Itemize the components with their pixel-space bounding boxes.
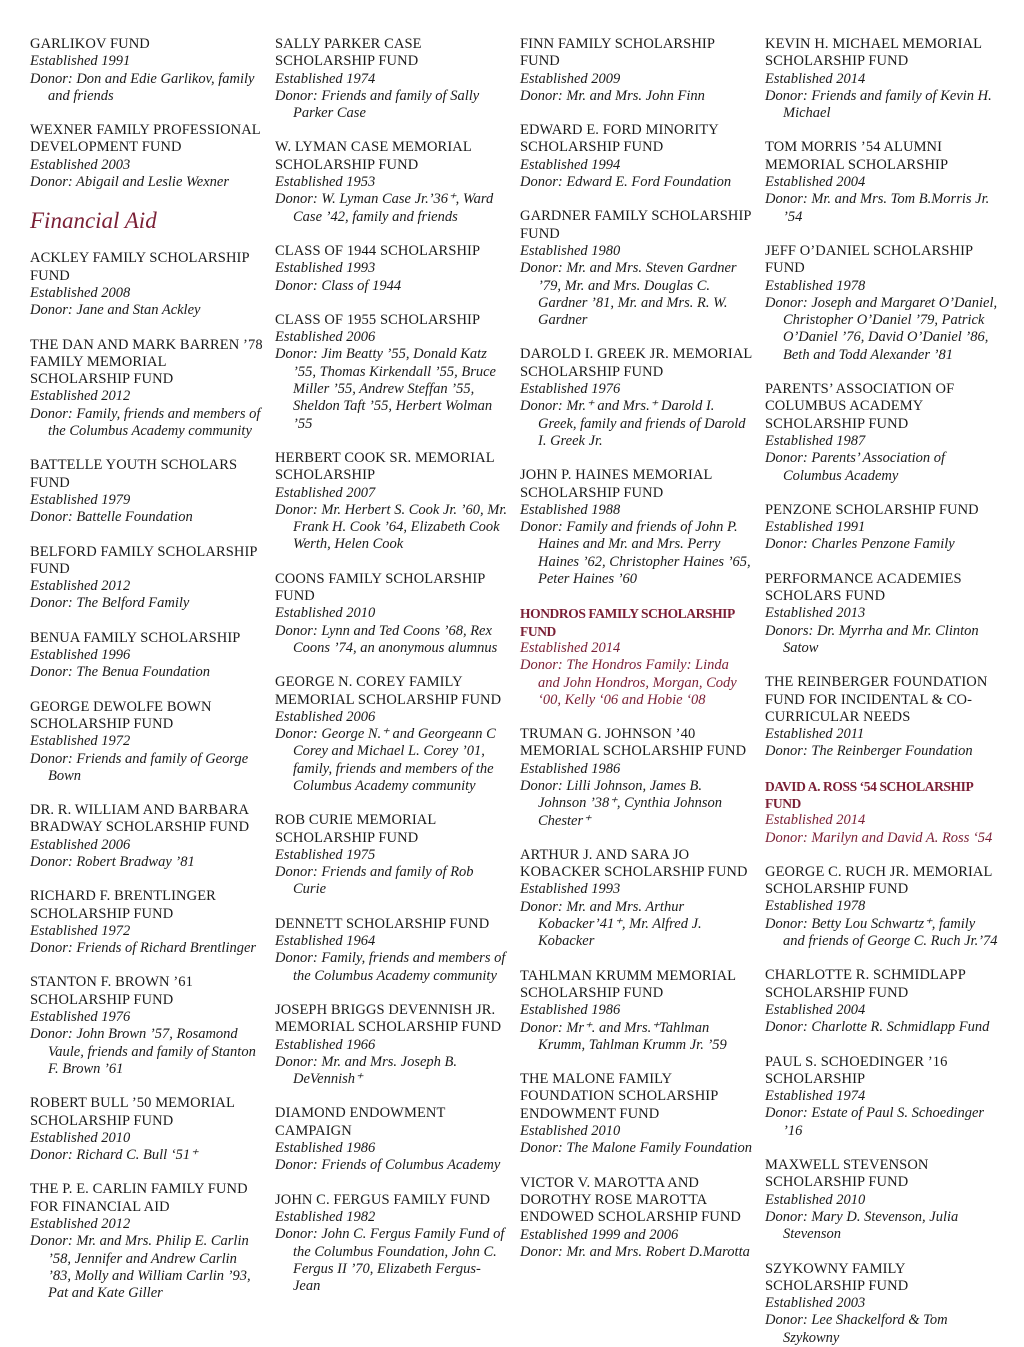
fund-title: CLASS OF 1944 SCHOLARSHIP (275, 242, 481, 259)
fund-entry (520, 467, 753, 588)
fund-entry (520, 847, 753, 951)
fund-established: Established 1976 (520, 381, 621, 398)
fund-title: THE P. E. CARLIN FAMILY FUND FOR FINANCIAL AID (30, 1181, 248, 1215)
fund-donor: Donor: Class of 1944 (275, 277, 402, 294)
fund-title: THE DAN AND MARK BARREN ’78 FAMILY MEMORIAL SCHOLARSHIP FUND (30, 336, 263, 388)
fund-title: VICTOR V. MAROTTA AND DOROTHY ROSE MAROTTA ENDOWED SCHOLARSHIP FUND (520, 1174, 741, 1226)
fund-entry (275, 243, 508, 295)
fund-donor: Donor: George N.⁺ and Georgeann C Corey and Michael L. Corey ’01, family, friends and members of the Columbus Academy community (275, 726, 496, 794)
fund-title: GARLIKOV FUND (30, 36, 150, 52)
fund-entry (275, 312, 508, 433)
fund-donor: Donor: Jim Beatty ’55, Donald Katz ’55, Thomas Kirkendall ’55, Bruce Miller ’55, Andrew Steffan ’55, Sheldon Taft ’55, Herbert Wolman ’55 (275, 346, 496, 432)
fund-established: Established 2012 (30, 1216, 131, 1233)
fund-established: Established 1966 (275, 1036, 376, 1053)
section-heading: Financial Aid (30, 208, 157, 234)
fund-established: Established 2014 (765, 70, 866, 87)
fund-entry (30, 1181, 263, 1302)
fund-title: RICHARD F. BRENTLINGER SCHOLARSHIP FUND (30, 888, 216, 922)
fund-established: Established 1986 (275, 1140, 376, 1157)
column-1 (30, 36, 275, 1316)
fund-established: Established 1972 (30, 733, 131, 750)
fund-entry (520, 605, 753, 709)
fund-donor: Donor: Richard C. Bull ‘51⁺ (30, 1147, 198, 1164)
fund-entry (30, 1095, 263, 1164)
fund-title: EDWARD E. FORD MINORITY SCHOLARSHIP FUND (520, 122, 719, 156)
fund-title: TRUMAN G. JOHNSON ’40 MEMORIAL SCHOLARSHIP FUND (520, 726, 747, 760)
fund-donor: Donor: Mr. and Mrs. John Finn (520, 87, 705, 104)
fund-entry (520, 122, 753, 191)
fund-title: W. LYMAN CASE MEMORIAL SCHOLARSHIP FUND (275, 139, 472, 173)
fund-established: Established 1976 (30, 1009, 131, 1026)
fund-entry (275, 1002, 508, 1088)
fund-established: Established 1975 (275, 846, 376, 863)
fund-donor: Donor: Family and friends of John P. Haines and Mr. and Mrs. Perry Haines ’62, Christopher Haines ’65, Peter Haines ’60 (520, 519, 751, 588)
fund-entry (275, 450, 508, 554)
fund-entry (765, 139, 998, 225)
fund-entry (30, 888, 263, 957)
fund-title: CHARLOTTE R. SCHMIDLAPP SCHOLARSHIP FUND (765, 967, 966, 1001)
fund-established: Established 2006 (275, 329, 376, 346)
fund-title: PARENTS’ ASSOCIATION OF COLUMBUS ACADEMY SCHOLARSHIP FUND (765, 381, 955, 432)
fund-established: Established 1978 (765, 277, 866, 294)
fund-entry (765, 571, 998, 657)
fund-title: KEVIN H. MICHAEL MEMORIAL SCHOLARSHIP FUND (765, 36, 982, 70)
fund-listing-page (30, 36, 1010, 1346)
fund-established: Established 2007 (275, 484, 376, 501)
fund-title: TOM MORRIS ’54 ALUMNI MEMORIAL SCHOLARSHIP (765, 139, 949, 173)
fund-donor: Donor: Edward E. Ford Foundation (520, 174, 732, 191)
fund-established: Established 1979 (30, 491, 131, 508)
fund-title: HONDROS FAMILY SCHOLARSHIP FUND (520, 606, 735, 639)
fund-entry (275, 36, 508, 122)
fund-established: Established 1974 (275, 70, 376, 87)
fund-established: Established 1964 (275, 933, 376, 950)
fund-title: DENNETT SCHOLARSHIP FUND (275, 915, 490, 932)
fund-title: JOSEPH BRIGGS DEVENNISH JR. MEMORIAL SCHOLARSHIP FUND (275, 1001, 502, 1036)
fund-established: Established 1978 (765, 898, 866, 915)
fund-established: Established 1986 (520, 1002, 621, 1019)
fund-established: Established 2013 (765, 605, 866, 622)
fund-donor: Donor: Family, friends and members of the Columbus Academy community (30, 405, 261, 440)
fund-donor: Donor: Friends and family of Rob Curie (275, 864, 474, 898)
fund-donor: Donor: The Belford Family (30, 595, 190, 612)
fund-entry (30, 630, 263, 682)
fund-title: THE REINBERGER FOUNDATION FUND FOR INCIDENTAL & CO-CURRICULAR NEEDS (765, 674, 988, 725)
fund-title: GEORGE N. COREY FAMILY MEMORIAL SCHOLARSHIP FUND (275, 674, 502, 708)
fund-title: FINN FAMILY SCHOLARSHIP FUND (520, 36, 715, 70)
fund-donor: Donor: Mr. and Mrs. Robert D.Marotta (520, 1243, 750, 1260)
fund-title: BENUA FAMILY SCHOLARSHIP (30, 629, 241, 646)
fund-donor: Donor: Lilli Johnson, James B. Johnson ’38⁺, Cynthia Johnson Chester⁺ (520, 777, 723, 829)
fund-title: SALLY PARKER CASE SCHOLARSHIP FUND (275, 36, 422, 70)
fund-entry (765, 864, 998, 950)
fund-entry (765, 1261, 998, 1347)
fund-established: Established 2003 (765, 1295, 866, 1312)
fund-established: Established 1994 (520, 156, 621, 173)
fund-title: GEORGE C. RUCH JR. MEMORIAL SCHOLARSHIP FUND (765, 863, 992, 898)
fund-established: Established 2014 (520, 639, 621, 656)
fund-donor: Donor: Betty Lou Schwartz⁺, family and friends of George C. Ruch Jr.’74 (765, 915, 998, 950)
fund-established: Established 2006 (275, 708, 376, 725)
fund-entry (765, 674, 998, 760)
fund-donor: Donor: Mr. and Mrs. Tom B.Morris Jr. ’54 (765, 191, 990, 225)
fund-donor: Donor: Mr. Herbert S. Cook Jr. ’60, Mr. Frank H. Cook ’64, Elizabeth Cook Werth, Helen Cook (275, 501, 507, 553)
fund-title: ACKLEY FAMILY SCHOLARSHIP FUND (30, 250, 250, 284)
fund-entry (520, 346, 753, 450)
fund-established: Established 2012 (30, 578, 131, 595)
fund-title: BELFORD FAMILY SCHOLARSHIP FUND (30, 543, 258, 577)
fund-donor: Donor: Friends of Columbus Academy (275, 1157, 501, 1174)
fund-donor: Donor: Friends of Richard Brentlinger (30, 940, 257, 957)
fund-title: PAUL S. SCHOEDINGER ’16 SCHOLARSHIP (765, 1053, 948, 1087)
fund-title: TAHLMAN KRUMM MEMORIAL SCHOLARSHIP FUND (520, 967, 736, 1001)
fund-established: Established 2011 (765, 726, 865, 743)
fund-donor: Donor: The Hondros Family: Linda and John Hondros, Morgan, Cody ‘00, Kelly ‘06 and Hobie ‘08 (520, 657, 737, 708)
fund-entry (30, 36, 263, 105)
fund-entry (520, 968, 753, 1054)
fund-entry (520, 208, 753, 329)
fund-donor: Donor: Parents’ Association of Columbus Academy (765, 450, 946, 484)
fund-title: DR. R. WILLIAM AND BARBARA BRADWAY SCHOLARSHIP FUND (30, 802, 250, 836)
fund-established: Established 2010 (30, 1129, 131, 1146)
fund-established: Established 2003 (30, 156, 131, 173)
fund-established: Established 1993 (520, 881, 621, 898)
fund-entry (275, 674, 508, 795)
fund-established: Established 1991 (765, 519, 866, 536)
fund-title: GEORGE DEWOLFE BOWN SCHOLARSHIP FUND (30, 698, 212, 732)
fund-entry (30, 544, 263, 613)
fund-title: PENZONE SCHOLARSHIP FUND (765, 501, 979, 518)
fund-established: Established 2004 (765, 174, 866, 191)
fund-entry (275, 812, 508, 898)
column-4 (765, 36, 1010, 1346)
fund-donor: Donor: John C. Fergus Family Fund of the Columbus Foundation, John C. Fergus II ’70, Elizabeth Fergus-Jean (275, 1226, 505, 1295)
fund-entry (275, 1105, 508, 1174)
fund-donor: Donor: Robert Bradway ’81 (30, 853, 195, 870)
fund-donor: Donor: Friends and family of George Bown (30, 750, 249, 784)
fund-entry (30, 250, 263, 319)
fund-established: Established 2004 (765, 1001, 866, 1018)
fund-donor: Donor: Charles Penzone Family (765, 536, 955, 553)
fund-title: JEFF O’DANIEL SCHOLARSHIP FUND (765, 242, 973, 277)
fund-established: Established 1986 (520, 760, 621, 777)
fund-established: Established 2012 (30, 388, 131, 405)
fund-title: ARTHUR J. AND SARA JO KOBACKER SCHOLARSHIP FUND (520, 846, 748, 881)
fund-established: Established 2010 (520, 1123, 621, 1140)
fund-donor: Donor: The Benua Foundation (30, 664, 211, 681)
fund-entry (30, 122, 263, 191)
fund-donor: Donor: Mr. and Mrs. Philip E. Carlin ’58, Jennifer and Andrew Carlin ’83, Molly and William Carlin ’93, Pat and Kate Giller (30, 1233, 251, 1302)
fund-established: Established 2008 (30, 284, 131, 301)
fund-entry (275, 916, 508, 985)
column-2 (275, 36, 520, 1316)
fund-established: Established 1996 (30, 647, 131, 664)
fund-established: Established 2006 (30, 836, 131, 853)
fund-donor: Donor: Abigail and Leslie Wexner (30, 174, 229, 191)
fund-established: Established 1988 (520, 501, 621, 518)
fund-established: Established 1991 (30, 53, 131, 70)
fund-donor: Donor: Don and Edie Garlikov, family and friends (30, 70, 255, 104)
fund-entry (765, 36, 998, 122)
fund-established: Established 2014 (765, 812, 866, 829)
fund-established: Established 1953 (275, 174, 376, 191)
fund-donor: Donor: Family, friends and members of the Columbus Academy community (275, 950, 506, 984)
fund-established: Established 2009 (520, 70, 621, 87)
fund-established: Established 1982 (275, 1208, 376, 1225)
fund-title: THE MALONE FAMILY FOUNDATION SCHOLARSHIP ENDOWMENT FUND (520, 1071, 718, 1122)
fund-donor: Donor: Friends and family of Sally Parker Case (275, 87, 480, 122)
fund-donor: Donor: Estate of Paul S. Schoedinger ’16 (765, 1105, 985, 1139)
fund-entry (275, 139, 508, 225)
fund-donor: Donor: The Malone Family Foundation (520, 1140, 752, 1157)
fund-entry (30, 457, 263, 526)
fund-title: JOHN C. FERGUS FAMILY FUND (275, 1191, 491, 1208)
fund-title: WEXNER FAMILY PROFESSIONAL DEVELOPMENT FUND (30, 122, 261, 156)
fund-entry (520, 726, 753, 830)
fund-donor: Donor: W. Lyman Case Jr.’36⁺, Ward Case ’42, family and friends (275, 191, 494, 225)
fund-title: CLASS OF 1955 SCHOLARSHIP (275, 311, 481, 328)
fund-title: JOHN P. HAINES MEMORIAL SCHOLARSHIP FUND (520, 467, 712, 501)
fund-donor: Donor: Mr. and Mrs. Joseph B. DeVennish⁺ (275, 1053, 458, 1088)
fund-established: Established 1972 (30, 922, 131, 939)
fund-title: STANTON F. BROWN ’61 SCHOLARSHIP FUND (30, 974, 193, 1008)
fund-title: DIAMOND ENDOWMENT CAMPAIGN (275, 1105, 446, 1139)
fund-donor: Donor: Mr. and Mrs. Steven Gardner ’79, Mr. and Mrs. Douglas C. Gardner ’81, Mr. and Mrs. R. W. Gardner (520, 260, 737, 329)
fund-donor: Donor: Lee Shackelford & Tom Szykowny (765, 1312, 948, 1346)
fund-title: DAVID A. ROSS ‘54 SCHOLARSHIP FUND (765, 778, 973, 811)
fund-title: BATTELLE YOUTH SCHOLARS FUND (30, 457, 238, 491)
fund-title: MAXWELL STEVENSON SCHOLARSHIP FUND (765, 1157, 929, 1191)
fund-donor: Donor: Mary D. Stevenson, Julia Stevenson (765, 1208, 959, 1243)
fund-entry (520, 36, 753, 105)
fund-donor: Donor: The Reinberger Foundation (765, 743, 973, 760)
fund-established: Established 1993 (275, 260, 376, 277)
fund-established: Established 2010 (765, 1191, 866, 1208)
fund-entry (30, 337, 263, 441)
fund-donor: Donor: Marilyn and David A. Ross ‘54 (765, 829, 993, 846)
fund-donor: Donor: Battelle Foundation (30, 509, 193, 526)
fund-entry (765, 381, 998, 485)
fund-title: ROB CURIE MEMORIAL SCHOLARSHIP FUND (275, 812, 436, 846)
fund-entry (765, 502, 998, 554)
fund-entry (275, 1192, 508, 1296)
fund-entry (765, 778, 998, 847)
fund-title: DAROLD I. GREEK JR. MEMORIAL SCHOLARSHIP FUND (520, 346, 752, 380)
fund-established: Established 1999 and 2006 (520, 1226, 679, 1243)
fund-entry (275, 571, 508, 657)
fund-donor: Donor: John Brown ’57, Rosamond Vaule, friends and family of Stanton F. Brown ’61 (30, 1026, 256, 1077)
fund-donor: Donor: Mr⁺. and Mrs.⁺Tahlman Krumm, Tahlman Krumm Jr. ’59 (520, 1019, 727, 1053)
fund-title: ROBERT BULL ’50 MEMORIAL SCHOLARSHIP FUND (30, 1095, 235, 1129)
fund-entry (765, 243, 998, 364)
fund-entry (765, 967, 998, 1036)
fund-title: COONS FAMILY SCHOLARSHIP FUND (275, 570, 485, 605)
fund-entry (520, 1071, 753, 1157)
fund-title: SZYKOWNY FAMILY SCHOLARSHIP FUND (765, 1260, 909, 1294)
fund-title: PERFORMANCE ACADEMIES SCHOLARS FUND (765, 570, 962, 605)
fund-donor: Donor: Mr. and Mrs. Arthur Kobacker’41⁺, Mr. Alfred J. Kobacker (520, 898, 702, 950)
fund-entry (30, 699, 263, 785)
fund-donor: Donor: Charlotte R. Schmidlapp Fund (765, 1019, 990, 1036)
fund-donor: Donor: Joseph and Margaret O’Daniel, Christopher O’Daniel ’79, Patrick O’Daniel ’76, David O’Daniel ’86, Beth and Todd Alexander ’81 (765, 294, 998, 363)
fund-donor: Donor: Friends and family of Kevin H. Michael (765, 87, 992, 122)
fund-established: Established 1980 (520, 242, 621, 259)
fund-entry (520, 1175, 753, 1261)
fund-donor: Donor: Jane and Stan Ackley (30, 302, 201, 319)
fund-entry (765, 1054, 998, 1140)
fund-entry (765, 1157, 998, 1243)
fund-established: Established 1987 (765, 432, 866, 449)
fund-established: Established 2010 (275, 605, 376, 622)
fund-entry (30, 802, 263, 871)
fund-title: GARDNER FAMILY SCHOLARSHIP FUND (520, 208, 752, 242)
fund-entry (30, 974, 263, 1078)
column-3 (520, 36, 765, 1316)
fund-title: HERBERT COOK SR. MEMORIAL SCHOLARSHIP (275, 449, 495, 484)
fund-donor: Donors: Dr. Myrrha and Mr. Clinton Satow (765, 622, 979, 656)
fund-donor: Donor: Mr.⁺ and Mrs.⁺ Darold I. Greek, family and friends of Darold I. Greek Jr. (520, 398, 746, 449)
fund-donor: Donor: Lynn and Ted Coons ’68, Rex Coons ’74, an anonymous alumnus (275, 622, 498, 656)
fund-established: Established 1974 (765, 1088, 866, 1105)
